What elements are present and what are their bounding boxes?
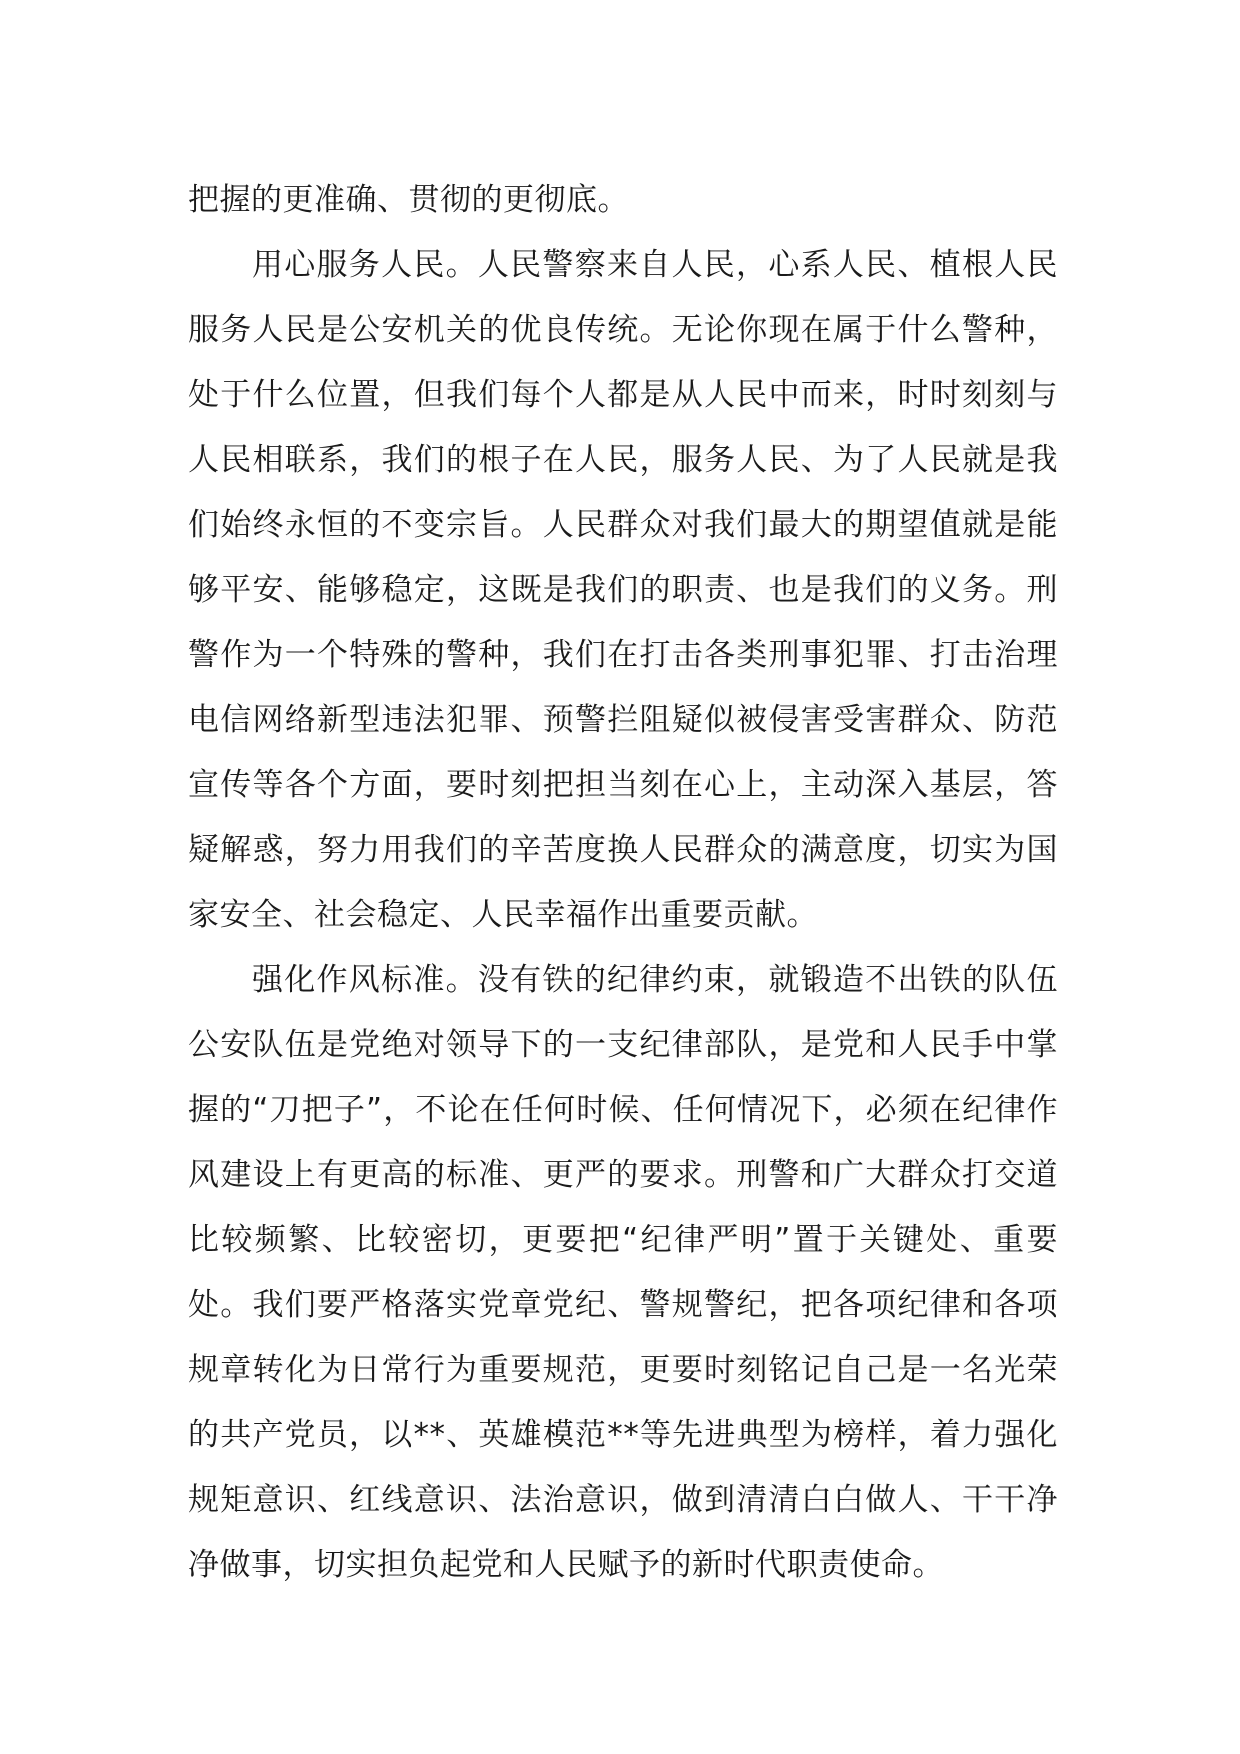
paragraph-discipline-standard: 强化作风标准。没有铁的纪律约束，就锻造不出铁的队伍公安队伍是党绝对领导下的一支纪律部队，是党和人民手中掌握的“刀把子”，不论在任何时候、任何情况下，必须在纪律作风建设上有更高的标准、更严的要求。刑警和广大群众打交道比较频繁、比较密切，更要把“纪律严明”置于关键处、重要处。我们要严格落实党章党纪、警规警纪，把各项纪律和各项规章转化为日常行为重要规范，更要时刻铭记自己是一名光荣的共产党员，以**、英雄模范**等先进典型为榜样，着力强化规矩意识、红线意识、法治意识，做到清清白白做人、干干净净做事，切实担负起党和人民赋予的新时代职责使命。 xyxy=(188,962,1058,1583)
document-body xyxy=(188,168,1058,1598)
paragraph-serve-people: 用心服务人民。人民警察来自人民，心系人民、植根人民服务人民是公安机关的优良传统。无论你现在属于什么警种，处于什么位置，但我们每个人都是从人民中而来，时时刻刻与人民相联系，我们的根子在人民，服务人民、为了人民就是我们始终永恒的不变宗旨。人民群众对我们最大的期望值就是能够平安、能够稳定，这既是我们的职责、也是我们的义务。刑警作为一个特殊的警种，我们在打击各类刑事犯罪、打击治理电信网络新型违法犯罪、预警拦阻疑似被侵害受害群众、防范宣传等各个方面，要时刻把担当刻在心上，主动深入基层，答疑解惑，努力用我们的辛苦度换人民群众的满意度，切实为国家安全、社会稳定、人民幸福作出重要贡献。 xyxy=(188,247,1058,933)
paragraph-continuation: 把握的更准确、贯彻的更彻底。 xyxy=(188,182,629,218)
